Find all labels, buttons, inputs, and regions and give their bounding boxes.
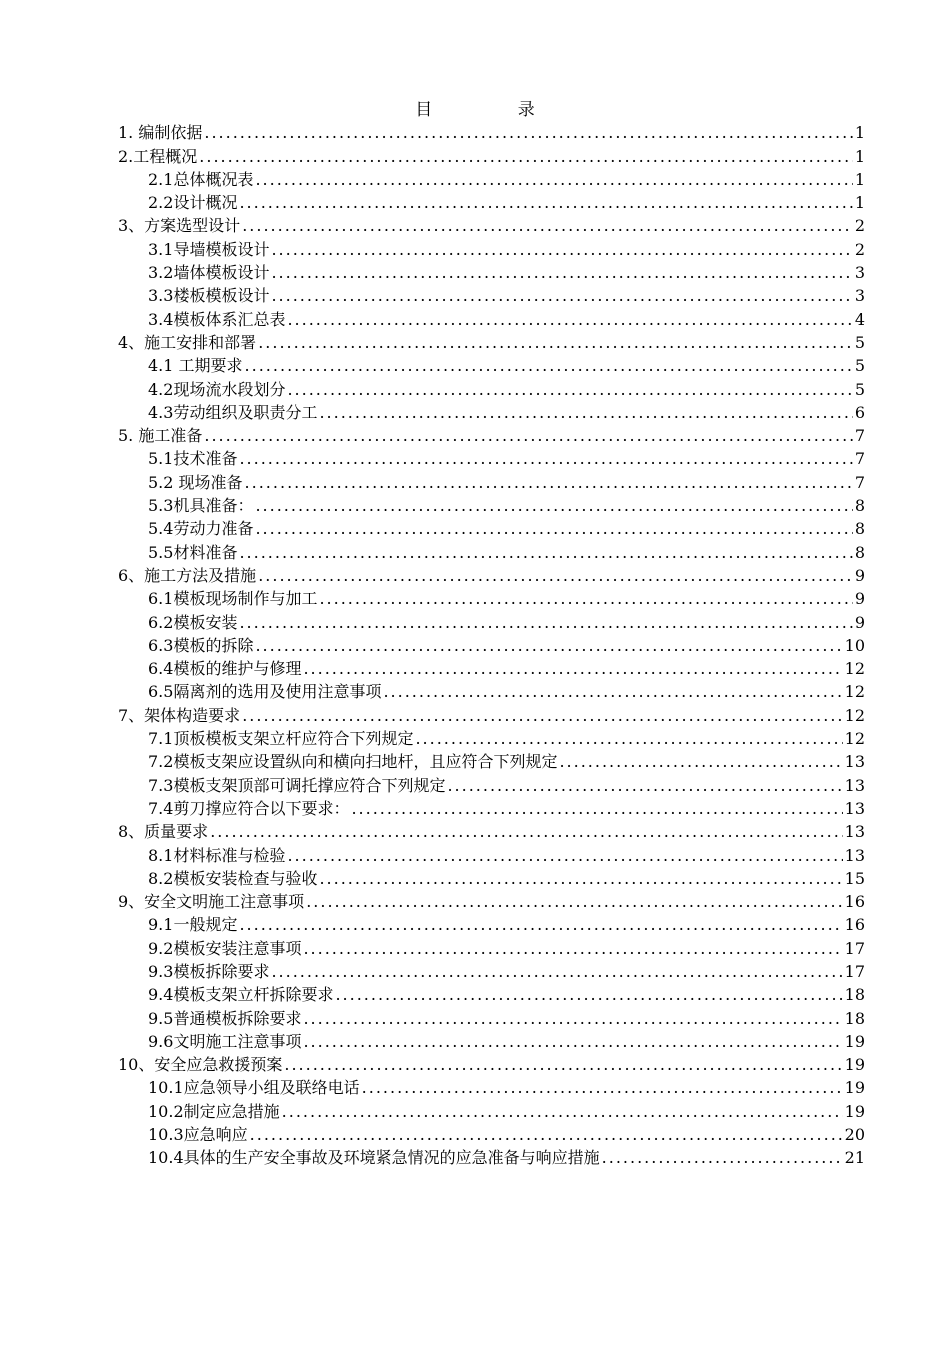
- toc-entry-page-number: 12: [844, 682, 865, 702]
- toc-entry-page-number: 13: [844, 798, 865, 818]
- toc-dot-leader: [255, 518, 852, 540]
- toc-entry-label: 10.4具体的生产安全事故及环境紧急情况的应急准备与响应措施: [148, 1148, 600, 1168]
- toc-dot-leader: [319, 588, 852, 610]
- toc-entry-label: 3、方案选型设计: [118, 216, 241, 236]
- toc-entry-label: 8.2模板安装检查与验收: [148, 868, 318, 888]
- toc-entry-page-number: 9: [854, 589, 865, 609]
- toc-entry[interactable]: [118, 564, 865, 587]
- toc-entry-label: 9.4模板支架立杆拆除要求: [148, 985, 334, 1005]
- toc-entry[interactable]: [118, 703, 865, 726]
- toc-entry-label: 2.工程概况: [118, 146, 198, 166]
- toc-entry[interactable]: [118, 540, 865, 563]
- toc-entry-label: 7.3模板支架顶部可调托撑应符合下列规定: [148, 775, 446, 795]
- toc-entry-label: 3.4模板体系汇总表: [148, 309, 286, 329]
- toc-entry-page-number: 13: [844, 775, 865, 795]
- toc-entry[interactable]: [118, 261, 865, 284]
- toc-entry-label: 8.1材料标准与检验: [148, 845, 286, 865]
- toc-entry-label: 5. 施工准备: [118, 426, 203, 446]
- toc-entry-label: 3.3楼板模板设计: [148, 286, 270, 306]
- toc-entry-label: 6.4模板的维护与修理: [148, 659, 302, 679]
- toc-entry-label: 5.5材料准备: [148, 542, 238, 562]
- toc-dot-leader: [303, 658, 842, 680]
- toc-entry-page-number: 19: [844, 1101, 865, 1121]
- toc-entry-label: 6.3模板的拆除: [148, 635, 254, 655]
- toc-dot-leader: [559, 751, 842, 773]
- toc-entry[interactable]: [118, 424, 865, 447]
- toc-entry-label: 6.5隔离剂的选用及使用注意事项: [148, 682, 382, 702]
- toc-entry[interactable]: [118, 401, 865, 424]
- toc-entry-page-number: 10: [844, 635, 865, 655]
- toc-entry-page-number: 12: [844, 705, 865, 725]
- toc-entry-page-number: 7: [854, 449, 865, 469]
- toc-dot-leader: [271, 239, 852, 261]
- toc-entry-page-number: 19: [844, 1031, 865, 1051]
- toc-entry-label: 6.1模板现场制作与加工: [148, 589, 318, 609]
- toc-entry-page-number: 3: [854, 286, 865, 306]
- toc-dot-leader: [242, 215, 853, 237]
- toc-entry[interactable]: [118, 494, 865, 517]
- toc-entry[interactable]: [118, 447, 865, 470]
- toc-dot-leader: [239, 192, 852, 214]
- toc-entry-page-number: 21: [844, 1148, 865, 1168]
- toc-entry[interactable]: [118, 820, 865, 843]
- toc-entry-page-number: 9: [854, 565, 865, 585]
- toc-dot-leader: [319, 402, 852, 424]
- toc-dot-leader: [239, 914, 842, 936]
- toc-entry[interactable]: [118, 727, 865, 750]
- toc-entry-page-number: 1: [854, 146, 865, 166]
- toc-entry-page-number: 7: [854, 472, 865, 492]
- toc-entry-label: 5.4劳动力准备: [148, 519, 254, 539]
- toc-entry[interactable]: [118, 191, 865, 214]
- toc-entry-label: 10.1应急领导小组及联络电话: [148, 1078, 360, 1098]
- toc-entry-page-number: 12: [844, 659, 865, 679]
- toc-entry[interactable]: [118, 867, 865, 890]
- toc-entry-page-number: 1: [854, 169, 865, 189]
- toc-entry-label: 2.2设计概况: [148, 193, 238, 213]
- toc-entry-label: 3.2墙体模板设计: [148, 263, 270, 283]
- toc-entry-page-number: 18: [844, 1008, 865, 1028]
- toc-entry-page-number: 5: [854, 379, 865, 399]
- toc-entry-label: 1. 编制依据: [118, 123, 203, 143]
- toc-entry-page-number: 3: [854, 263, 865, 283]
- toc-dot-leader: [303, 1031, 842, 1053]
- toc-entry[interactable]: [118, 517, 865, 540]
- toc-entry-label: 5.2 现场准备: [148, 472, 243, 492]
- toc-entry-label: 7.1顶板模板支架立杆应符合下列规定: [148, 729, 414, 749]
- toc-entry[interactable]: [118, 168, 865, 191]
- toc-entry-page-number: 12: [844, 729, 865, 749]
- toc-entry-label: 9.2模板安装注意事项: [148, 938, 302, 958]
- toc-entry-label: 5.3机具准备：: [148, 496, 254, 516]
- toc-entry-page-number: 19: [844, 1055, 865, 1075]
- toc-dot-leader: [239, 542, 852, 564]
- toc-entry[interactable]: [118, 634, 865, 657]
- toc-entry[interactable]: [118, 657, 865, 680]
- toc-entry[interactable]: [118, 1076, 865, 1099]
- toc-entry-label: 3.1导墙模板设计: [148, 239, 270, 259]
- toc-dot-leader: [287, 379, 852, 401]
- toc-dot-leader: [250, 1124, 843, 1146]
- toc-dot-leader: [303, 938, 842, 960]
- toc-entry-label: 7.4剪刀撑应符合以下要求：: [148, 798, 350, 818]
- toc-entry[interactable]: [118, 307, 865, 330]
- toc-entry[interactable]: [118, 121, 865, 144]
- toc-dot-leader: [204, 122, 852, 144]
- toc-entry-page-number: 2: [854, 216, 865, 236]
- toc-entry-page-number: 17: [844, 938, 865, 958]
- toc-dot-leader: [351, 798, 842, 820]
- toc-dot-leader: [284, 1054, 842, 1076]
- toc-entry-page-number: 5: [854, 356, 865, 376]
- toc-dot-leader: [239, 448, 852, 470]
- toc-entry[interactable]: [118, 1099, 865, 1122]
- toc-entry-label: 4.1 工期要求: [148, 356, 243, 376]
- toc-entry[interactable]: [118, 470, 865, 493]
- toc-entry-label: 4.2现场流水段划分: [148, 379, 286, 399]
- toc-entry-label: 10.3应急响应: [148, 1125, 248, 1145]
- toc-dot-leader: [271, 262, 852, 284]
- toc-entry[interactable]: [118, 214, 865, 237]
- toc-dot-leader: [239, 612, 852, 634]
- toc-entry[interactable]: [118, 377, 865, 400]
- toc-entry-page-number: 9: [854, 612, 865, 632]
- toc-dot-leader: [335, 984, 842, 1006]
- toc-entry[interactable]: [118, 237, 865, 260]
- toc-entry-page-number: 4: [854, 309, 865, 329]
- toc-dot-leader: [245, 355, 853, 377]
- toc-dot-leader: [242, 705, 842, 727]
- toc-entry[interactable]: [118, 773, 865, 796]
- toc-entry-page-number: 5: [854, 332, 865, 352]
- toc-entry-page-number: 8: [854, 542, 865, 562]
- toc-entry-page-number: 16: [844, 892, 865, 912]
- toc-entry[interactable]: [118, 610, 865, 633]
- toc-entry-page-number: 8: [854, 496, 865, 516]
- toc-entry[interactable]: [118, 284, 865, 307]
- toc-dot-leader: [287, 309, 852, 331]
- toc-entry-page-number: 13: [844, 845, 865, 865]
- toc-entry[interactable]: [118, 913, 865, 936]
- toc-entry-page-number: 13: [844, 752, 865, 772]
- toc-dot-leader: [271, 961, 842, 983]
- toc-entry[interactable]: [118, 797, 865, 820]
- toc-entry-label: 9.1一般规定: [148, 915, 238, 935]
- toc-entry-page-number: 15: [844, 868, 865, 888]
- toc-entry-page-number: 7: [854, 426, 865, 446]
- toc-entry-label: 10.2制定应急措施: [148, 1101, 280, 1121]
- toc-entry[interactable]: [118, 983, 865, 1006]
- toc-entry-label: 6、施工方法及措施: [118, 565, 257, 585]
- toc-entry-label: 9.3模板拆除要求: [148, 961, 270, 981]
- toc-entry-label: 6.2模板安装: [148, 612, 238, 632]
- toc-entry[interactable]: [118, 750, 865, 773]
- toc-dot-leader: [319, 868, 842, 890]
- toc-dot-leader: [258, 565, 853, 587]
- toc-dot-leader: [383, 681, 842, 703]
- toc-entry[interactable]: [118, 144, 865, 167]
- toc-entry[interactable]: [118, 843, 865, 866]
- toc-entry-page-number: 19: [844, 1078, 865, 1098]
- toc-dot-leader: [245, 472, 853, 494]
- toc-entry-page-number: 2: [854, 239, 865, 259]
- toc-entry-page-number: 17: [844, 961, 865, 981]
- toc-dot-leader: [447, 775, 842, 797]
- toc-entry[interactable]: [118, 1123, 865, 1146]
- toc-entry[interactable]: [118, 331, 865, 354]
- toc-dot-leader: [210, 821, 842, 843]
- toc-entry[interactable]: [118, 587, 865, 610]
- toc-entry-page-number: 8: [854, 519, 865, 539]
- toc-dot-leader: [287, 845, 842, 867]
- toc-entry-page-number: 20: [844, 1125, 865, 1145]
- toc-entry[interactable]: [118, 936, 865, 959]
- toc-entry-label: 10、安全应急救援预案: [118, 1055, 283, 1075]
- toc-dot-leader: [362, 1077, 843, 1099]
- toc-entry-page-number: 1: [854, 193, 865, 213]
- toc-entry-label: 7.2模板支架应设置纵向和横向扫地杆，且应符合下列规定: [148, 752, 558, 772]
- toc-entry[interactable]: [118, 960, 865, 983]
- toc-dot-leader: [271, 285, 852, 307]
- toc-dot-leader: [415, 728, 842, 750]
- toc-entry-label: 8、质量要求: [118, 822, 209, 842]
- toc-dot-leader: [255, 169, 852, 191]
- toc-entry-label: 2.1总体概况表: [148, 169, 254, 189]
- toc-entry-page-number: 16: [844, 915, 865, 935]
- toc-entry[interactable]: [118, 1030, 865, 1053]
- toc-entry[interactable]: [118, 1006, 865, 1029]
- toc-entry-page-number: 6: [854, 402, 865, 422]
- toc-entry[interactable]: [118, 890, 865, 913]
- toc-entry-label: 9.6文明施工注意事项: [148, 1031, 302, 1051]
- toc-entry[interactable]: [118, 354, 865, 377]
- toc-entry-label: 7、架体构造要求: [118, 705, 241, 725]
- toc-entry-label: 4.3劳动组织及职责分工: [148, 402, 318, 422]
- toc-dot-leader: [204, 425, 852, 447]
- toc-dot-leader: [255, 635, 842, 657]
- toc-entry[interactable]: [118, 1146, 865, 1169]
- toc-title: 目 录: [415, 100, 575, 120]
- toc-dot-leader: [602, 1147, 843, 1169]
- table-of-contents: [118, 121, 865, 1169]
- toc-entry[interactable]: [118, 680, 865, 703]
- toc-dot-leader: [303, 1008, 842, 1030]
- toc-entry[interactable]: [118, 1053, 865, 1076]
- toc-entry-label: 4、施工安排和部署: [118, 332, 257, 352]
- toc-dot-leader: [258, 332, 853, 354]
- toc-dot-leader: [199, 146, 853, 168]
- toc-dot-leader: [282, 1101, 843, 1123]
- toc-dot-leader: [255, 495, 852, 517]
- toc-entry-page-number: 13: [844, 822, 865, 842]
- toc-entry-page-number: 18: [844, 985, 865, 1005]
- toc-dot-leader: [306, 891, 842, 913]
- toc-entry-label: 9.5普通模板拆除要求: [148, 1008, 302, 1028]
- toc-entry-page-number: 1: [854, 123, 865, 143]
- toc-entry-label: 9、安全文明施工注意事项: [118, 892, 305, 912]
- toc-entry-label: 5.1技术准备: [148, 449, 238, 469]
